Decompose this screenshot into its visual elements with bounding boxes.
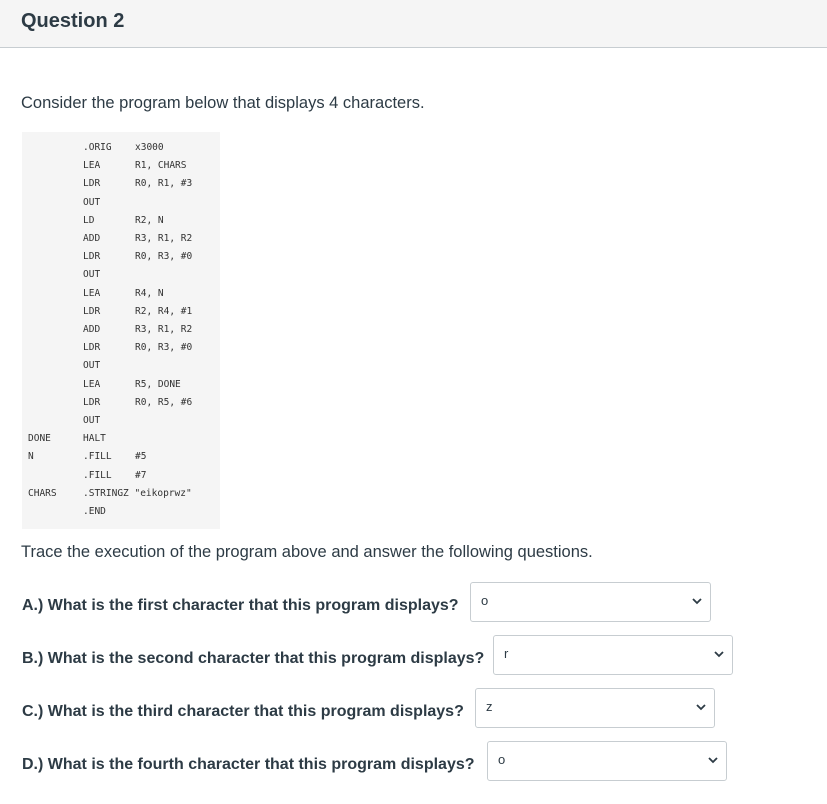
code-line <box>22 505 220 519</box>
code-args: R5, DONE <box>135 378 181 390</box>
code-args: R0, R5, #6 <box>135 396 193 408</box>
code-line <box>22 450 220 464</box>
answer-a-value: o <box>481 593 489 608</box>
code-line <box>22 159 220 173</box>
code-args: R2, N <box>135 214 164 226</box>
code-line <box>22 250 220 264</box>
code-op: LD <box>83 214 95 226</box>
chevron-down-icon <box>708 755 718 765</box>
question-c-text: C.) What is the third character that this program displays? <box>22 703 464 720</box>
code-args: R0, R3, #0 <box>135 342 193 354</box>
code-line <box>22 341 220 355</box>
code-args: R0, R1, #3 <box>135 178 193 190</box>
question-a <box>22 586 459 626</box>
question-b <box>22 639 484 679</box>
code-op: ADD <box>83 324 101 335</box>
answer-d-value: o <box>498 752 506 767</box>
code-line <box>22 396 220 410</box>
chevron-down-icon <box>696 702 706 712</box>
question-header <box>0 0 827 48</box>
code-op: OUT <box>83 415 101 426</box>
code-line <box>22 232 220 246</box>
code-label: CHARS <box>28 487 57 499</box>
code-line <box>22 196 220 210</box>
code-line <box>22 141 220 155</box>
code-line <box>22 469 220 483</box>
code-line <box>22 487 220 501</box>
code-op: LDR <box>83 251 101 263</box>
question-c <box>22 692 464 732</box>
code-op: .END <box>83 506 106 517</box>
code-args: R1, CHARS <box>135 160 187 172</box>
code-op: .FILL <box>83 451 112 463</box>
code-op: LEA <box>83 378 101 390</box>
question-title: Question 2 <box>21 10 125 32</box>
code-line <box>22 323 220 337</box>
code-args: x3000 <box>135 142 164 153</box>
code-op: LDR <box>83 178 101 190</box>
answer-b-value: r <box>504 646 509 661</box>
code-line <box>22 378 220 392</box>
question-d-text: D.) What is the fourth character that this program displays? <box>22 756 475 773</box>
code-args: R0, R3, #0 <box>135 251 193 263</box>
code-line <box>22 432 220 446</box>
code-op: LEA <box>83 287 101 299</box>
answer-c-dropdown[interactable] <box>475 688 715 728</box>
answer-d-dropdown[interactable] <box>487 741 727 781</box>
code-args: R3, R1, R2 <box>135 233 193 244</box>
answer-c-value: z <box>486 699 493 714</box>
code-op: LDR <box>83 342 101 354</box>
code-listing <box>22 132 220 529</box>
code-op: .ORIG <box>83 142 112 153</box>
code-args: R4, N <box>135 287 164 299</box>
code-line <box>22 414 220 428</box>
question-intro: Consider the program below that displays 4 characters. <box>21 94 425 112</box>
code-op: HALT <box>83 433 106 445</box>
code-op: LDR <box>83 396 101 408</box>
code-args: R2, R4, #1 <box>135 305 193 317</box>
code-line <box>22 268 220 282</box>
answer-a-dropdown[interactable] <box>470 582 711 622</box>
code-op: OUT <box>83 269 101 281</box>
answer-b-dropdown[interactable] <box>493 635 733 675</box>
code-op: .STRINGZ "eikoprwz" <box>83 487 192 499</box>
chevron-down-icon <box>714 649 724 659</box>
question-b-text: B.) What is the second character that this program displays? <box>22 650 485 667</box>
code-args: R3, R1, R2 <box>135 324 193 335</box>
code-op: OUT <box>83 196 101 208</box>
trace-instructions: Trace the execution of the program above and answer the following questions. <box>21 543 593 561</box>
code-op: .FILL <box>83 469 112 481</box>
code-op: LDR <box>83 305 101 317</box>
code-args: #7 <box>135 469 147 481</box>
code-line <box>22 287 220 301</box>
question-d <box>22 745 475 785</box>
code-label: N <box>28 451 34 463</box>
code-args: #5 <box>135 451 147 463</box>
code-line <box>22 177 220 191</box>
code-line <box>22 305 220 319</box>
code-op: LEA <box>83 160 101 172</box>
chevron-down-icon <box>692 596 702 606</box>
code-line <box>22 214 220 228</box>
code-line <box>22 359 220 373</box>
code-label: DONE <box>28 433 51 445</box>
question-a-text: A.) What is the first character that this program displays? <box>22 597 459 614</box>
code-op: OUT <box>83 360 101 372</box>
code-op: ADD <box>83 233 101 244</box>
